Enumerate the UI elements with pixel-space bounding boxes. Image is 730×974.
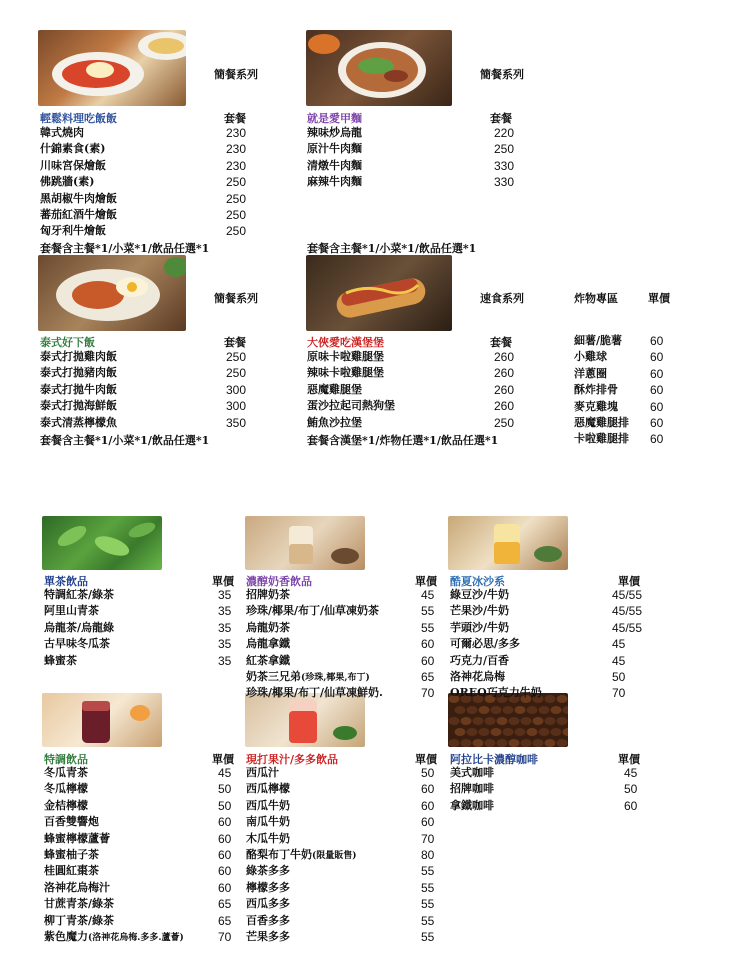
menu-item-price: 50 (421, 766, 435, 780)
column-header-price: 單價 (415, 753, 437, 766)
menu-item-name: 川味宮保燴飯 (40, 158, 106, 172)
series-label: 簡餐系列 (480, 68, 524, 81)
menu-item-price: 260 (494, 382, 515, 397)
section-title-burger: 大俠愛吃漢堡堡 (307, 336, 384, 349)
coffee-bean (539, 728, 550, 736)
menu-item-name: 紫色魔力(洛神花烏梅.多多.蘆薈) (44, 930, 184, 943)
coffee-bean (497, 739, 508, 747)
menu-item-price: 60 (218, 815, 232, 830)
menu-item-name: 烏龍茶/烏龍綠 (44, 620, 115, 634)
section-title-easy-rice: 輕鬆料理吃飯飯 (40, 112, 117, 125)
coffee-bean (521, 717, 532, 725)
coffee-bean (461, 739, 472, 747)
menu-item-price: 60 (650, 350, 664, 365)
menu-item-name: 細薯/脆薯 (574, 334, 623, 347)
menu-item-price: 55 (421, 913, 435, 928)
menu-item-name: 泰式清蒸檸檬魚 (40, 415, 117, 429)
menu-item-price: 70 (421, 686, 435, 701)
menu-item-name: 惡魔雞腿排 (574, 416, 629, 429)
menu-item-name: 烏龍奶茶 (246, 620, 290, 634)
menu-item-price: 60 (624, 798, 638, 813)
menu-item-name: 蛋沙拉起司熱狗堡 (307, 399, 395, 413)
noodle-bowl-illustration (306, 30, 452, 106)
column-header-set: 套餐 (224, 112, 246, 125)
series-label: 簡餐系列 (214, 68, 258, 81)
menu-item-name: 可爾必思/多多 (450, 637, 521, 651)
menu-item-price: 300 (226, 382, 247, 397)
menu-item-name: 招牌奶茶 (246, 588, 290, 601)
menu-item-name: OREO巧克力牛奶 (450, 686, 542, 700)
menu-item-price: 60 (218, 864, 232, 879)
menu-item-price: 60 (421, 637, 435, 652)
menu-item-name: 西瓜多多 (246, 897, 290, 911)
menu-item-price: 350 (226, 415, 247, 430)
menu-item-name: 西瓜汁 (246, 766, 279, 779)
menu-item-name: 芒果沙/牛奶 (450, 604, 510, 618)
rice-dish-photo (38, 30, 186, 106)
menu-item-price: 35 (218, 588, 232, 602)
tea-leaves-photo (42, 516, 162, 570)
menu-item-name: 洛神花烏梅 (450, 670, 505, 683)
menu-item-name: 西瓜檸檬 (246, 782, 290, 796)
coffee-bean (539, 706, 550, 714)
menu-item-name: 小雞球 (574, 350, 607, 364)
section-title-noodles: 就是愛甲麵 (307, 112, 362, 125)
menu-item-price: 45 (218, 766, 232, 780)
menu-item-name: 辣味卡啦雞腿堡 (307, 366, 384, 380)
menu-item-name: 蜂蜜茶 (44, 653, 77, 667)
menu-item-name: 冬瓜檸檬 (44, 782, 88, 796)
milk-tea-photo (245, 516, 365, 570)
menu-item-name: 酥炸排骨 (574, 383, 618, 397)
menu-item-name: 匈牙利牛燴飯 (40, 224, 106, 238)
series-label: 速食系列 (480, 292, 524, 305)
section-title-smoothie: 酷夏冰沙系 (450, 575, 505, 588)
menu-item-price: 45 (421, 588, 435, 602)
menu-item-price: 60 (650, 366, 664, 381)
menu-item-name: 什錦素食(素) (40, 142, 106, 156)
menu-item-name: 蕃茄紅酒牛燴飯 (40, 208, 117, 221)
menu-item-name: 泰式打拋海鮮飯 (40, 399, 117, 413)
menu-item-price: 60 (650, 334, 664, 348)
menu-item-price: 250 (226, 224, 247, 239)
coffee-bean (503, 728, 514, 736)
menu-item-price: 60 (421, 782, 435, 797)
menu-item-price: 230 (226, 126, 247, 140)
menu-item-name: 綠茶多多 (246, 864, 290, 878)
coffee-bean (461, 717, 472, 725)
menu-item-name: 檸檬多多 (246, 880, 290, 894)
menu-item-price: 35 (218, 620, 232, 635)
menu-item-name: 綠豆沙/牛奶 (450, 588, 510, 601)
menu-item-name: 原味卡啦雞腿堡 (307, 350, 384, 363)
coffee-bean (557, 717, 568, 725)
menu-item-name: 金桔檸檬 (44, 798, 88, 812)
section-title-milk: 濃醇奶香飲品 (246, 575, 312, 588)
coffee-bean (473, 739, 484, 747)
section-title-coffee: 阿拉比卡濃醇咖啡 (450, 753, 538, 766)
coffee-bean (509, 739, 520, 747)
menu-item-name: 南瓜牛奶 (246, 815, 290, 829)
section-title-juice: 現打果汁/多多飲品 (246, 753, 339, 766)
tea-leaves-illustration (42, 516, 162, 570)
menu-item-price: 250 (226, 366, 247, 381)
menu-item-price: 60 (421, 653, 435, 668)
menu-item-name: 阿里山青茶 (44, 604, 99, 618)
section-title-thai: 泰式好下飯 (40, 336, 95, 349)
hotdog-illustration (306, 255, 452, 331)
menu-item-price: 45/55 (612, 588, 643, 602)
menu-item-price: 60 (218, 831, 232, 846)
column-header-price: 單價 (618, 575, 640, 588)
menu-item-name: 黑胡椒牛肉燴飯 (40, 191, 117, 205)
menu-item-name: 拿鐵咖啡 (450, 798, 494, 812)
menu-item-price: 55 (421, 897, 435, 912)
coffee-bean (527, 728, 538, 736)
menu-item-name: 珍珠/椰果/布丁/仙草凍鮮奶. (246, 686, 383, 700)
coffee-bean (563, 706, 569, 714)
menu-item-price: 250 (226, 350, 247, 364)
menu-item-name: 惡魔雞腿堡 (307, 382, 362, 396)
menu-item-name: 巧克力/百香 (450, 653, 510, 667)
noodle-bowl-photo (306, 30, 452, 106)
menu-item-price: 45/55 (612, 604, 643, 619)
menu-item-name: 西瓜牛奶 (246, 798, 290, 812)
menu-item-name: 辣味炒烏龍 (307, 126, 362, 139)
menu-item-name: 特調紅茶/綠茶 (44, 588, 115, 601)
coffee-bean (527, 706, 538, 714)
menu-item-price: 50 (218, 782, 232, 797)
menu-item-name: 麻辣牛肉麵 (307, 175, 362, 189)
column-header-price: 單價 (648, 292, 670, 305)
menu-item-price: 230 (226, 142, 247, 157)
smoothie-photo (448, 516, 568, 570)
menu-item-price: 55 (421, 864, 435, 879)
menu-item-name: 芋頭沙/牛奶 (450, 620, 510, 634)
coffee-bean (497, 717, 508, 725)
menu-item-price: 330 (494, 175, 515, 190)
set-note: 套餐含主餐*1/小菜*1/飲品任選*1 (40, 434, 210, 447)
menu-item-price: 45 (624, 766, 638, 780)
series-label: 簡餐系列 (214, 292, 258, 305)
menu-item-name: 木瓜牛奶 (246, 831, 290, 845)
milk-tea-illustration (245, 516, 365, 570)
menu-item-price: 70 (218, 930, 232, 944)
coffee-bean (449, 717, 460, 725)
menu-item-name: 百香多多 (246, 913, 290, 927)
coffee-bean (533, 739, 544, 747)
coffee-bean (455, 728, 466, 736)
smoothie-illustration (448, 516, 568, 570)
menu-item-price: 55 (421, 880, 435, 895)
menu-item-price: 70 (612, 686, 626, 701)
coffee-bean (491, 706, 502, 714)
menu-item-name: 韓式燒肉 (40, 126, 84, 139)
set-note: 套餐含漢堡*1/炸物任選*1/飲品任選*1 (307, 434, 499, 447)
coffee-bean (449, 739, 460, 747)
special-drink-photo (42, 693, 162, 747)
menu-item-price: 260 (494, 350, 515, 364)
menu-item-name: 洛神花烏梅汁 (44, 880, 110, 894)
rice-dish-illustration (38, 30, 186, 106)
coffee-bean (515, 728, 526, 736)
column-header-price: 單價 (212, 575, 234, 588)
coffee-bean (479, 728, 490, 736)
set-note: 套餐含主餐*1/小菜*1/飲品任選*1 (40, 242, 210, 255)
menu-item-price: 300 (226, 399, 247, 414)
menu-item-name: 泰式打拋牛肉飯 (40, 382, 117, 396)
menu-item-name: 奶茶三兄弟(珍珠,椰果,布丁) (246, 670, 370, 683)
menu-item-price: 80 (421, 848, 435, 862)
hotdog-burger-photo (306, 255, 452, 331)
fried-series-label: 炸物專區 (574, 292, 618, 305)
coffee-bean (563, 728, 569, 736)
menu-item-name: 佛跳牆(素) (40, 175, 95, 189)
menu-item-price: 260 (494, 399, 515, 414)
coffee-bean (503, 706, 514, 714)
menu-item-price: 45/55 (612, 620, 643, 635)
thai-rice-photo (38, 255, 186, 331)
coffee-bean (551, 706, 562, 714)
coffee-bean (509, 717, 520, 725)
menu-item-price: 60 (650, 432, 664, 447)
menu-item-price: 250 (226, 208, 247, 222)
menu-item-name: 蜂蜜柚子茶 (44, 848, 99, 861)
menu-item-name: 蜂蜜檸檬蘆薈 (44, 831, 110, 845)
menu-item-name: 紅茶拿鐵 (246, 653, 290, 667)
menu-item-price: 70 (421, 831, 435, 846)
menu-item-name: 酪梨布丁牛奶(限量販售) (246, 848, 357, 861)
coffee-bean (545, 717, 556, 725)
menu-item-price: 260 (494, 366, 515, 381)
menu-item-price: 250 (494, 415, 515, 430)
coffee-bean (479, 706, 490, 714)
menu-item-name: 百香雙響炮 (44, 815, 99, 829)
menu-item-price: 55 (421, 604, 435, 619)
menu-item-price: 65 (218, 913, 232, 928)
menu-item-name: 招牌咖啡 (450, 782, 494, 796)
menu-item-price: 50 (612, 670, 626, 684)
menu-item-price: 35 (218, 637, 232, 652)
menu-item-name: 清燉牛肉麵 (307, 158, 362, 172)
menu-item-price: 45 (612, 653, 626, 668)
menu-item-price: 55 (421, 930, 435, 944)
coffee-bean (545, 739, 556, 747)
menu-item-price: 60 (421, 815, 435, 830)
menu-item-name: 古早味冬瓜茶 (44, 637, 110, 651)
menu-item-price: 220 (494, 126, 515, 140)
coffee-bean (545, 695, 556, 703)
menu-item-name: 珍珠/椰果/布丁/仙草凍奶茶 (246, 604, 380, 618)
menu-item-name: 桂圓紅棗茶 (44, 864, 99, 878)
menu-item-price: 65 (421, 670, 435, 684)
menu-item-price: 60 (218, 848, 232, 862)
section-title-tea: 單茶飲品 (44, 575, 88, 588)
column-header-set: 套餐 (224, 336, 246, 349)
menu-item-price: 50 (218, 798, 232, 813)
menu-item-name: 原汁牛肉麵 (307, 142, 362, 156)
menu-item-name: 卡啦雞腿排 (574, 432, 629, 446)
coffee-bean (533, 717, 544, 725)
coffee-bean (485, 717, 496, 725)
menu-item-price: 60 (650, 399, 664, 414)
coffee-bean (557, 739, 568, 747)
column-header-price: 單價 (212, 753, 234, 766)
coffee-bean (455, 706, 466, 714)
thai-rice-illustration (38, 255, 186, 331)
column-header-set: 套餐 (490, 336, 512, 349)
menu-item-price: 35 (218, 653, 232, 668)
menu-item-name: 美式咖啡 (450, 766, 494, 779)
coffee-bean (467, 728, 478, 736)
menu-item-name: 烏龍拿鐵 (246, 637, 290, 651)
column-header-price: 單價 (618, 753, 640, 766)
column-header-price: 單價 (415, 575, 437, 588)
special-drink-illustration (42, 693, 162, 747)
menu-item-name: 柳丁青茶/綠茶 (44, 913, 115, 927)
menu-item-price: 230 (226, 158, 247, 173)
section-title-special: 特調飲品 (44, 753, 88, 766)
column-header-set: 套餐 (490, 112, 512, 125)
menu-item-price: 55 (421, 620, 435, 635)
coffee-bean (557, 695, 568, 703)
coffee-bean (551, 728, 562, 736)
menu-item-name: 泰式打拋雞肉飯 (40, 350, 117, 363)
menu-item-name: 鮪魚沙拉堡 (307, 415, 362, 429)
menu-item-price: 35 (218, 604, 232, 619)
menu-item-price: 250 (226, 191, 247, 206)
menu-item-name: 泰式打拋豬肉飯 (40, 366, 117, 380)
menu-item-name: 麥克雞塊 (574, 399, 618, 413)
menu-item-price: 330 (494, 158, 515, 173)
coffee-bean (473, 717, 484, 725)
coffee-bean (491, 728, 502, 736)
coffee-bean (485, 739, 496, 747)
menu-item-price: 50 (624, 782, 638, 797)
menu-item-name: 洋蔥圈 (574, 366, 607, 380)
menu-item-name: 甘蔗青茶/綠茶 (44, 897, 115, 911)
menu-item-price: 45 (612, 637, 626, 652)
coffee-bean (521, 739, 532, 747)
coffee-bean (467, 706, 478, 714)
set-note: 套餐含主餐*1/小菜*1/飲品任選*1 (307, 242, 477, 255)
menu-item-price: 60 (650, 383, 664, 398)
menu-item-price: 250 (494, 142, 515, 157)
menu-item-price: 60 (218, 880, 232, 895)
menu-item-price: 60 (421, 798, 435, 813)
menu-item-price: 250 (226, 175, 247, 190)
menu-item-price: 65 (218, 897, 232, 912)
menu-item-price: 60 (650, 416, 664, 430)
menu-item-name: 冬瓜青茶 (44, 766, 88, 779)
coffee-bean (515, 706, 526, 714)
menu-item-name: 芒果多多 (246, 930, 290, 943)
